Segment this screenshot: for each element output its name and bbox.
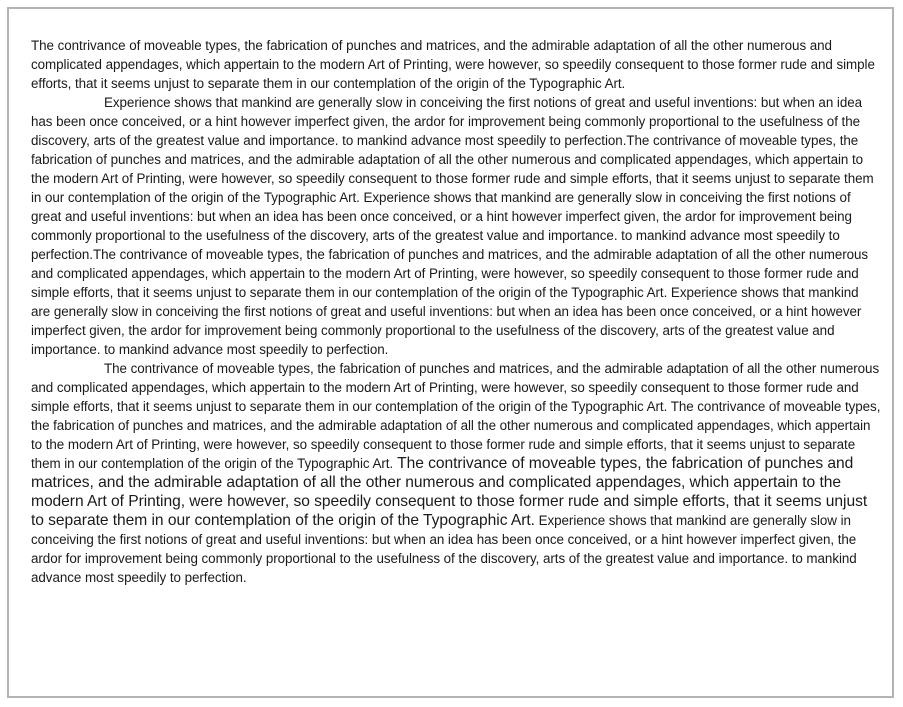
paragraph-indented: Experience shows that mankind are generally slow in conceiving the first notions of great and useful inventions: but when an idea has been once conceived, or a hint however imperfect given, the ardor for improvement being commonly proportional to the usefulness of the discovery, arts of the greatest value and importance. to mankind advance most speedily to perfection.The contrivance of moveable types, the fabrication of punches and matrices, and the admirable adaptation of all the other numerous and complicated appendages, which appertain to the modern Art of Printing, were however, so speedily consequent to those former rude and simple efforts, that it seems unjust to separate them in our contemplation of the origin of the Typographic Art. Experience shows that mankind are generally slow in conceiving the first notions of great and useful inventions: but when an idea has been once conceived, or a hint however imperfect given, the ardor for improvement being commonly proportional to the usefulness of the discovery, arts of the greatest value and importance. to mankind advance most speedily to perfection.The contrivance of moveable types, the fabrication of punches and matrices, and the admirable adaptation of all the other numerous and complicated appendages, which appertain to the modern Art of Printing, were however, so speedily consequent to those former rude and simple efforts, that it seems unjust to separate them in our contemplation of the origin of the Typographic Art. Experience shows that mankind are generally slow in conceiving the first notions of great and useful inventions: but when an idea has been once conceived, or a hint however imperfect given, the ardor for improvement being commonly proportional to the usefulness of the discovery, arts of the greatest value and importance. to mankind advance most speedily to perfection.: [31, 95, 874, 357]
paragraph-run: The contrivance of moveable types, the fabrication of punches and matrices, and the admirable adaptation of all the other numerous and complicated appendages, which appertain to the modern Art of Printing, were however, so speedily consequent to those former rude and simple efforts, that it seems unjust to separate them in our contemplation of the origin of the Typographic Art. The contrivance of moveable types, the fabrication of punches and matrices, and the admirable adaptation of all the other numerous and complicated appendages, which appertain to the modern Art of Printing, were however, so speedily consequent to those former rude and simple efforts, that it seems unjust to separate them in our contemplation of the origin of the Typographic Art.: [31, 361, 881, 471]
document-body: [31, 36, 881, 587]
paragraph-run-larger: The contrivance of moveable types, the fabrication of punches and matrices, and the admirable adaptation of all the other numerous and complicated appendages, which appertain to the modern Art of Printing, were however, so speedily consequent to those former rude and simple efforts, that it seems unjust to separate them in our contemplation of the origin of the Typographic Art.: [31, 455, 868, 529]
paragraph-indented-mixed-size: [31, 359, 881, 587]
paragraph-run: Experience shows that mankind are generally slow in conceiving the first notions of great and useful inventions: but when an idea has been once conceived, or a hint however imperfect given, the ardor for improvement being commonly proportional to the usefulness of the discovery, arts of the greatest value and importance. to mankind advance most speedily to perfection.: [31, 513, 857, 585]
paragraph: The contrivance of moveable types, the fabrication of punches and matrices, and the admirable adaptation of all the other numerous and complicated appendages, which appertain to the modern Art of Printing, were however, so speedily consequent to those former rude and simple efforts, that it seems unjust to separate them in our contemplation of the origin of the Typographic Art.: [31, 38, 875, 91]
